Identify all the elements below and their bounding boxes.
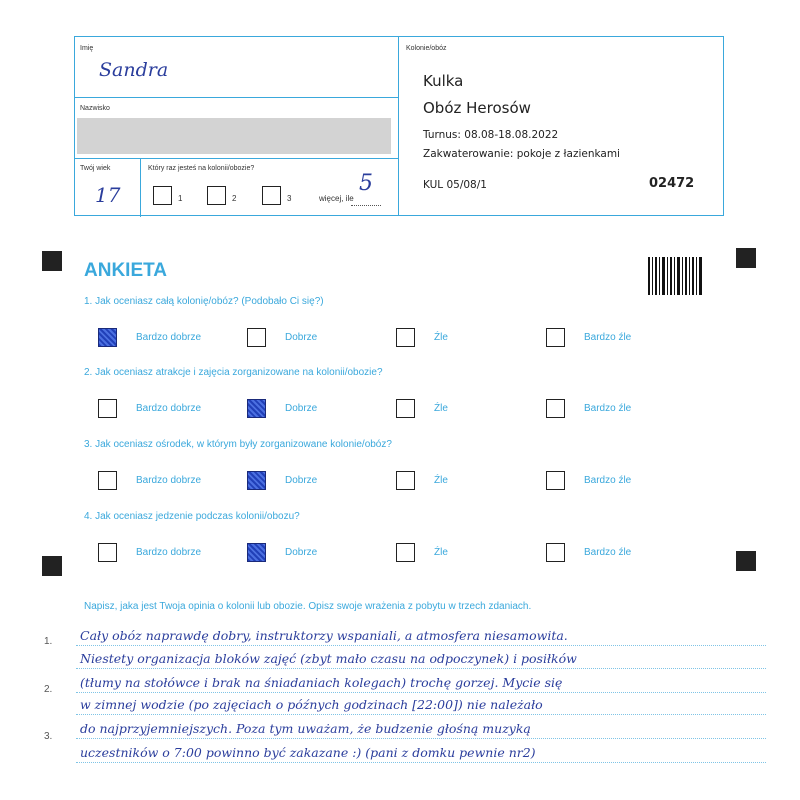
survey-title: ANKIETA [84, 260, 168, 281]
camp-code: KUL 05/08/1 [423, 179, 487, 191]
sentence-number: 2. [44, 684, 53, 695]
question-2-option-label: Bardzo dobrze [136, 403, 202, 414]
question-1-option-label: Bardzo źle [584, 332, 632, 343]
header-form [74, 36, 724, 216]
handwritten-line: do najprzyjemniejszych. Poza tym uważam, że budzenie głośną muzyką [80, 721, 531, 736]
question-1-option-label: Dobrze [285, 332, 318, 343]
sentence-number: 1. [44, 636, 53, 647]
personal-info-section [75, 37, 399, 215]
question-1-text: 1. Jak oceniasz całą kolonię/obóz? (Podobało Ci się?) [84, 296, 324, 307]
times-checkbox-1[interactable] [153, 186, 172, 205]
question-3-checkbox-1[interactable] [98, 471, 117, 490]
question-4-text: 4. Jak oceniasz jedzenie podczas kolonii/obozu? [84, 511, 300, 522]
question-1-checkbox-2[interactable] [247, 328, 266, 347]
surname-label: Nazwisko [80, 105, 110, 112]
surname-row [75, 98, 398, 159]
times-label: Który raz jesteś na kolonii/obozie? [148, 165, 255, 172]
question-1-checkbox-4[interactable] [546, 328, 565, 347]
question-2-option-label: Bardzo źle [584, 403, 632, 414]
question-2-checkbox-2[interactable] [247, 399, 266, 418]
times-option-1: 1 [178, 194, 183, 203]
times-more-label: więcej, ile [319, 194, 354, 203]
question-1-option-label: Bardzo dobrze [136, 332, 202, 343]
writing-line [76, 692, 766, 693]
first-name-label: Imię [80, 45, 94, 52]
question-2-option-label: Źle [434, 403, 448, 414]
camp-title: Obóz Herosów [423, 99, 531, 117]
writing-line [76, 714, 766, 715]
age-cell [75, 159, 141, 217]
times-more-value[interactable]: 5 [359, 171, 373, 196]
question-2-text: 2. Jak oceniasz atrakcje i zajęcia zorganizowane na kolonii/obozie? [84, 367, 383, 378]
question-1-checkbox-1[interactable] [98, 328, 117, 347]
question-2-option-label: Dobrze [285, 403, 318, 414]
question-1-checkbox-3[interactable] [396, 328, 415, 347]
question-3-option-label: Bardzo dobrze [136, 475, 202, 486]
question-2-checkbox-4[interactable] [546, 399, 565, 418]
handwritten-line: Cały obóz naprawdę dobry, instruktorzy wspaniali, a atmosfera niesamowita. [80, 628, 568, 643]
writing-line [76, 645, 766, 646]
question-4-option-label: Dobrze [285, 547, 318, 558]
writing-line [76, 762, 766, 763]
question-3-checkbox-2[interactable] [247, 471, 266, 490]
opinion-prompt: Napisz, jaka jest Twoja opinia o kolonii lub obozie. Opisz swoje wrażenia z pobytu w trzech zdaniach. [84, 601, 532, 612]
handwritten-line: (tłumy na stołówce i brak na śniadaniach kolegach) trochę gorzej. Mycie się [80, 675, 563, 690]
handwritten-line: uczestników o 7:00 powinno być zakazane :) (pani z domku pewnie nr2) [80, 745, 536, 760]
registration-mark-top-left [42, 251, 62, 271]
question-4-checkbox-2[interactable] [247, 543, 266, 562]
handwritten-line: Niestety organizacja bloków zajęć (zbyt mało czasu na odpoczynek) i posiłków [80, 651, 577, 666]
question-4-option-label: Źle [434, 547, 448, 558]
registration-mark-bottom-right [736, 551, 756, 571]
age-row [75, 159, 398, 217]
question-3-option-label: Dobrze [285, 475, 318, 486]
age-value[interactable]: 17 [95, 183, 121, 207]
question-4-checkbox-4[interactable] [546, 543, 565, 562]
question-4-checkbox-3[interactable] [396, 543, 415, 562]
handwritten-line: w zimnej wodzie (po zajęciach o późnych godzinach [22:00]) nie należało [80, 697, 543, 712]
surname-redacted-field[interactable] [77, 118, 391, 154]
writing-line [76, 738, 766, 739]
question-2-checkbox-3[interactable] [396, 399, 415, 418]
question-1-option-label: Źle [434, 332, 448, 343]
question-4-checkbox-1[interactable] [98, 543, 117, 562]
camp-label: Kolonie/obóz [406, 45, 447, 52]
age-label: Twój wiek [80, 165, 111, 172]
turnus: Turnus: 08.08-18.08.2022 [423, 129, 559, 141]
times-checkbox-3[interactable] [262, 186, 281, 205]
form-number: 02472 [649, 176, 695, 191]
question-3-checkbox-4[interactable] [546, 471, 565, 490]
registration-mark-top-right [736, 248, 756, 268]
camp-name: Kulka [423, 72, 464, 90]
question-3-checkbox-3[interactable] [396, 471, 415, 490]
first-name-value[interactable]: Sandra [99, 59, 169, 81]
first-name-row [75, 37, 398, 98]
times-option-3: 3 [287, 194, 292, 203]
times-option-2: 2 [232, 194, 237, 203]
question-4-option-label: Bardzo źle [584, 547, 632, 558]
sentence-number: 3. [44, 731, 53, 742]
question-3-text: 3. Jak oceniasz ośrodek, w którym były zorganizowane kolonie/obóz? [84, 439, 392, 450]
question-3-option-label: Źle [434, 475, 448, 486]
barcode-icon [648, 257, 704, 295]
times-more-underline [351, 205, 381, 206]
writing-line [76, 668, 766, 669]
question-4-option-label: Bardzo dobrze [136, 547, 202, 558]
question-2-checkbox-1[interactable] [98, 399, 117, 418]
accommodation: Zakwaterowanie: pokoje z łazienkami [423, 148, 620, 160]
registration-mark-bottom-left [42, 556, 62, 576]
question-3-option-label: Bardzo źle [584, 475, 632, 486]
times-checkbox-2[interactable] [207, 186, 226, 205]
